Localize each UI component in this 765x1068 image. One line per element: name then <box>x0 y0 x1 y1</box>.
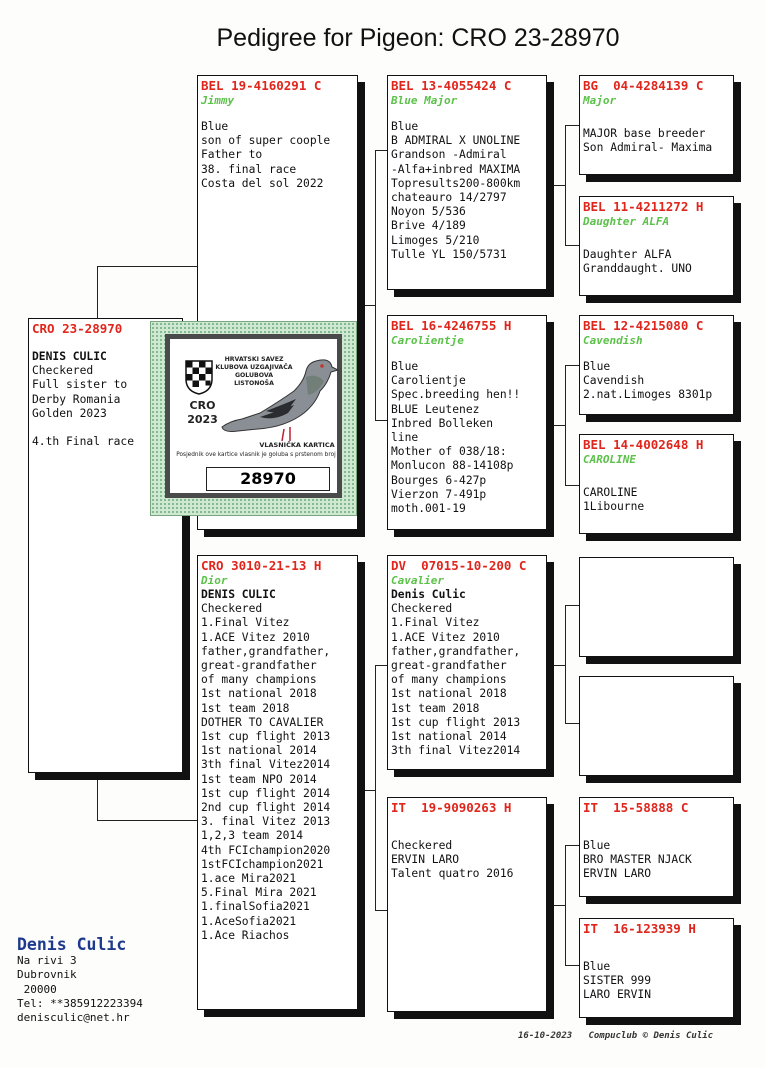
description-line: Full sister to <box>32 378 128 392</box>
description-line: Son Admiral- Maxima <box>583 141 713 155</box>
connector-line <box>565 365 579 366</box>
description-line: DOTHER TO CAVALIER <box>201 715 324 729</box>
description-line: great-grandfather <box>391 659 507 673</box>
connector-line <box>375 910 387 911</box>
description-line: of many champions <box>201 673 317 687</box>
description-line: moth.001-19 <box>391 502 466 516</box>
pigeon-name: Jimmy <box>201 94 235 107</box>
card-note: Posjednik ove kartice vlasnik je goluba s prstenom broj <box>176 452 336 458</box>
description-line: LARO ERVIN <box>583 988 652 1002</box>
description-line: great-grandfather <box>201 659 317 673</box>
connector-line <box>97 820 197 821</box>
ring-number: BG 04-4284139 C <box>583 78 704 93</box>
sd-sire-box <box>579 315 734 415</box>
description-line: -Alfa+inbred MAXIMA <box>391 162 521 176</box>
description-line: SISTER 999 <box>583 974 652 988</box>
description-line: 1.Ace Riachos <box>201 928 290 942</box>
description-line: CAROLINE <box>583 486 638 499</box>
description-line: Checkered <box>391 839 453 852</box>
sd-dam-box <box>579 434 734 534</box>
description-line: 1st cup flight 2014 <box>201 786 331 800</box>
connector-line <box>97 266 197 267</box>
description-line: 1.Final Vitez <box>201 616 290 630</box>
ring-number: CRO 23-28970 <box>32 321 123 336</box>
dam-box <box>197 555 358 1010</box>
connector-line <box>565 605 579 606</box>
ss-dam-box <box>579 196 734 296</box>
ring-number: BEL 16-4246755 H <box>391 318 512 333</box>
description <box>583 248 730 276</box>
description-line: Bourges 6-427p <box>391 473 487 487</box>
description-line: Checkered <box>201 602 263 616</box>
connector-line <box>565 605 566 723</box>
description-line: Topresults200-800km <box>391 176 521 190</box>
description-line: 1.ACE Vitez 2010 <box>391 630 500 644</box>
card-title: VLASNIČKA KARTICA <box>259 441 335 449</box>
description-line: 1.Final Vitez <box>391 616 480 630</box>
connector-line <box>375 665 376 910</box>
description-line: Checkered <box>32 364 94 378</box>
connector-line <box>97 772 98 820</box>
description-line: Grandson -Admiral <box>391 148 507 162</box>
description-line: 1.ace Mira2021 <box>201 872 297 886</box>
credit: Compuclub © Denis Culic <box>588 1031 714 1041</box>
connector-line <box>565 125 579 126</box>
description-line: chateauro 14/2797 <box>391 191 507 205</box>
connector-line <box>565 965 579 966</box>
ds-dam-box <box>579 676 734 776</box>
description <box>201 120 354 191</box>
dam-dam-box <box>387 797 547 1012</box>
pigeon-name: Daughter ALFA <box>583 215 670 228</box>
description-line: 1st national 2018 <box>201 687 317 701</box>
description-line: 1.AceSofia2021 <box>201 914 297 928</box>
description-line: ERVIN LARO <box>583 867 652 881</box>
description-line: Monlucon 88-14108p <box>391 459 514 473</box>
description <box>391 839 543 882</box>
description-line: 1st team NPO 2014 <box>201 772 317 786</box>
description-line: Tulle YL 150/5731 <box>391 247 507 261</box>
connector-line <box>547 665 565 666</box>
ring-number: CRO 3010-21-13 H <box>201 558 322 573</box>
connector-line <box>358 305 375 306</box>
connector-line <box>375 150 387 151</box>
description-line: Blue <box>391 360 419 373</box>
description <box>201 588 354 943</box>
sire-sire-box <box>387 75 547 290</box>
connector-line <box>565 245 579 246</box>
ring-number: BEL 19-4160291 C <box>201 78 322 93</box>
description-line: 1,2,3 team 2014 <box>201 829 304 843</box>
description-line: father,grandfather, <box>391 644 521 658</box>
ring-number: IT 19-9090263 H <box>391 800 512 815</box>
description-line: Inbred Bolleken <box>391 416 494 430</box>
phone-line: Tel: **385912223394 <box>17 996 143 1010</box>
address-line: Dubrovnik <box>17 968 77 982</box>
description-line: MAJOR base breeder <box>583 127 706 140</box>
description <box>391 120 543 262</box>
description-line: BRO MASTER NJACK <box>583 853 692 867</box>
description-line: son of super coople <box>201 134 331 148</box>
card-org-line: HRVATSKI SAVEZ <box>224 356 284 363</box>
description <box>583 839 730 882</box>
description-line: Denis Culic <box>391 588 466 601</box>
description-line: Costa del sol 2022 <box>201 176 324 190</box>
connector-line <box>547 185 565 186</box>
description-line: Blue <box>583 360 611 373</box>
connector-line <box>565 365 566 485</box>
description-line: Vierzon 7-491p <box>391 487 487 501</box>
connector-line <box>565 845 566 965</box>
print-info <box>518 1031 713 1041</box>
card-frame <box>165 334 342 498</box>
description-line: 38. final race <box>201 162 297 176</box>
connector-line <box>565 485 579 486</box>
description-line: Father to <box>201 148 263 162</box>
description-line: B ADMIRAL X UNOLINE <box>391 134 521 148</box>
connector-line <box>565 723 579 724</box>
description-line: 5.Final Mira 2021 <box>201 886 317 900</box>
description <box>391 588 543 758</box>
description-line: Spec.breeding hen!! <box>391 388 521 402</box>
description-line: 1.ACE Vitez 2010 <box>201 630 310 644</box>
checker-logo-icon <box>184 359 214 395</box>
description-line: Blue <box>201 120 229 133</box>
connector-line <box>547 425 565 426</box>
description-line: Checkered <box>391 602 453 616</box>
description-line: Daughter ALFA <box>583 248 672 261</box>
breeder-address <box>17 954 143 1025</box>
connector-line <box>375 420 387 421</box>
description-line: 4.th Final race <box>32 435 135 449</box>
card-year: 2023 <box>187 413 218 426</box>
description-line: Talent quatro 2016 <box>391 867 514 881</box>
description-line: 3. final Vitez 2013 <box>201 815 331 829</box>
description-line: 2nd cup flight 2014 <box>201 801 331 815</box>
ring-number: IT 16-123939 H <box>583 921 696 936</box>
pigeon-name: Cavendish <box>583 334 643 347</box>
ring-number: IT 15-58888 C <box>583 800 689 815</box>
ring-number: BEL 11-4211272 H <box>583 199 704 214</box>
connector-line <box>547 905 565 906</box>
connector-line <box>565 125 566 245</box>
description-line: Brive 4/189 <box>391 219 466 233</box>
description-line: 1stFCIchampion2021 <box>201 857 324 871</box>
description-line: line <box>391 431 419 445</box>
description <box>583 127 730 155</box>
description-line: 1st team 2018 <box>201 701 290 715</box>
connector-line <box>565 845 579 846</box>
address-line: 20000 <box>17 982 57 996</box>
description-line: 1st national 2018 <box>391 687 507 701</box>
description-line: 1st national 2014 <box>201 744 317 758</box>
description-line: Granddaught. UNO <box>583 262 692 276</box>
pigeon-name: Dior <box>201 574 228 587</box>
ring-number: BEL 14-4002648 H <box>583 437 704 452</box>
pigeon-name: Blue Major <box>391 94 458 107</box>
connector-line <box>375 150 376 420</box>
address-line: Na rivi 3 <box>17 954 77 967</box>
description-line: Limoges 5/210 <box>391 233 480 247</box>
description <box>583 960 730 1003</box>
connector-line <box>358 790 375 791</box>
description-line: Cavendish <box>583 374 645 388</box>
description-line: 1st cup flight 2013 <box>201 730 331 744</box>
sire-dam-box <box>387 315 547 530</box>
description-line: 4th FCIchampion2020 <box>201 843 331 857</box>
description-line: Blue <box>583 960 611 973</box>
description-line: 1st national 2014 <box>391 730 507 744</box>
description-line: 3th final Vitez2014 <box>201 758 331 772</box>
ring-number: DV 07015-10-200 C <box>391 558 527 573</box>
description-line: of many champions <box>391 673 507 687</box>
description-line: Mother of 038/18: <box>391 445 507 459</box>
connector-line <box>375 665 387 666</box>
description-line: 1Libourne <box>583 500 645 514</box>
pigeon-name: Carolientje <box>391 334 464 347</box>
page-title: Pedigree for Pigeon: CRO 23-28970 <box>216 24 620 52</box>
description <box>583 486 730 514</box>
description-line: Blue <box>583 839 611 852</box>
ds-sire-box <box>579 557 734 657</box>
description-line: 2.nat.Limoges 8301p <box>583 388 713 402</box>
dam-sire-box <box>387 555 547 770</box>
print-date: 16-10-2023 <box>518 1031 573 1041</box>
description-line: DENIS CULIC <box>32 350 107 363</box>
pigeon-icon <box>220 351 342 443</box>
description-line: 1st cup flight 2013 <box>391 715 521 729</box>
description-line: 3th final Vitez2014 <box>391 744 521 758</box>
pigeon-name: CAROLINE <box>583 453 636 466</box>
dd-dam-box <box>579 918 734 1018</box>
card-org-line: KLUBOVA UZGAJIVAČA <box>215 364 293 371</box>
description-line: 1.finalSofia2021 <box>201 900 310 914</box>
card-country: CRO <box>189 399 216 412</box>
breeder-name: Denis Culic <box>17 935 127 954</box>
description-line: 1st team 2018 <box>391 701 480 715</box>
description-line: BLUE Leutenez <box>391 402 480 416</box>
connector-line <box>97 266 98 321</box>
description-line: Blue <box>391 120 419 133</box>
card-ring-number: 28970 <box>206 467 330 491</box>
description-line: Noyon 5/536 <box>391 205 466 219</box>
pigeon-name: Cavalier <box>391 574 444 587</box>
dd-sire-box <box>579 797 734 897</box>
pigeon-name: Major <box>583 94 617 107</box>
ring-number: BEL 13-4055424 C <box>391 78 512 93</box>
ss-sire-box <box>579 75 734 175</box>
ownership-card <box>150 321 357 516</box>
description <box>391 360 543 516</box>
description-line: Golden 2023 <box>32 406 107 420</box>
description-line: father,grandfather, <box>201 644 331 658</box>
description-line: DENIS CULIC <box>201 588 276 601</box>
description <box>583 360 730 403</box>
card-org-line: GOLUBOVA LISTONOŠA <box>234 372 274 387</box>
description-line: Carolientje <box>391 374 466 388</box>
description-line: Derby Romania <box>32 392 121 406</box>
email-line: denisculic@net.hr <box>17 1011 130 1025</box>
ring-number: BEL 12-4215080 C <box>583 318 704 333</box>
description-line: ERVIN LARO <box>391 853 460 867</box>
